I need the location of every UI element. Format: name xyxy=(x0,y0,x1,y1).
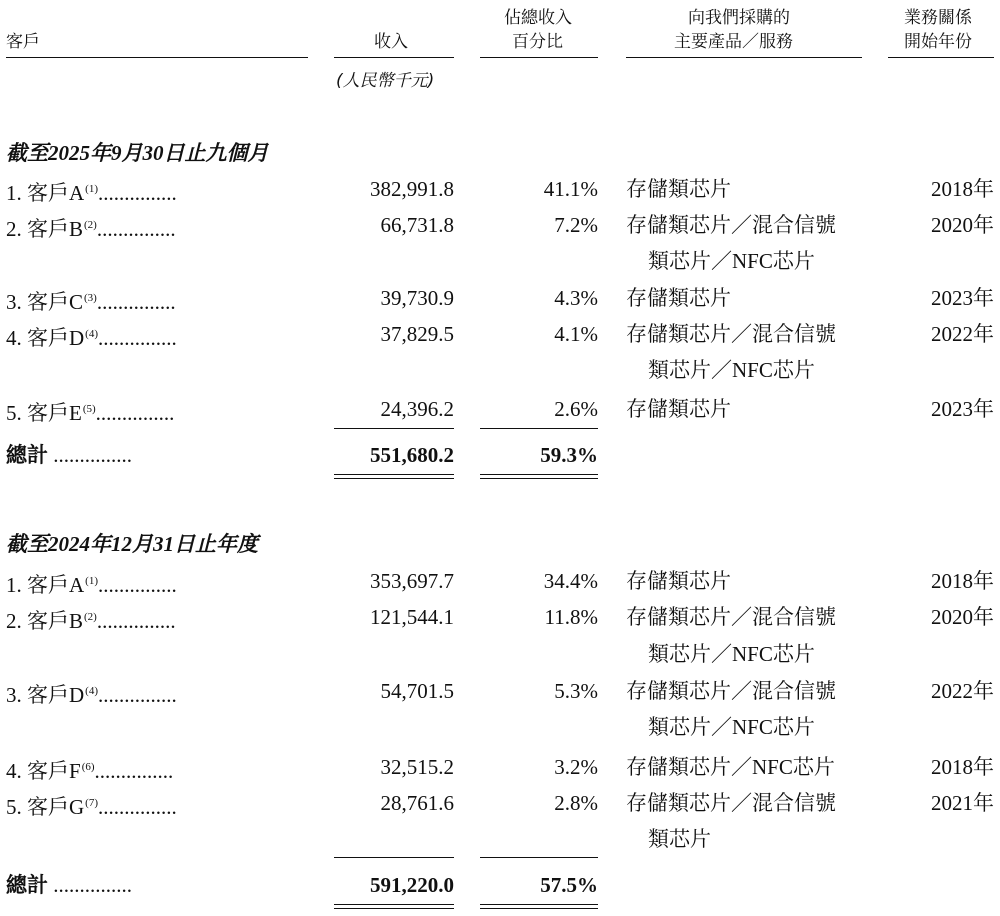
pct-cell: 5.3% xyxy=(554,679,598,703)
header-rule-customer xyxy=(6,57,308,58)
product-cell: 存儲類芯片／NFC芯片 xyxy=(626,755,835,779)
total-pct: 57.5% xyxy=(540,873,598,897)
table-row-label: 1. 客戶$A^{(1)}$............... xyxy=(6,181,177,205)
revenue-cell: 24,396.2 xyxy=(380,397,454,421)
subtotal-rule-revenue xyxy=(334,857,454,858)
total-double-rule-pct-2 xyxy=(480,908,598,909)
year-cell: 2020年 xyxy=(931,213,994,237)
product-cell: 存儲類芯片／混合信號 xyxy=(626,213,836,237)
header-rule-year xyxy=(888,57,994,58)
revenue-cell: 382,991.8 xyxy=(370,177,454,201)
header-pct-line1: 佔總收入 xyxy=(504,8,572,28)
product-cell: 存儲類芯片 xyxy=(626,569,731,593)
header-rule-pct xyxy=(480,57,598,58)
product-cell-cont: 類芯片 xyxy=(648,827,711,851)
header-year-line1: 業務關係 xyxy=(904,8,972,28)
revenue-cell: 37,829.5 xyxy=(380,322,454,346)
header-pct-line2: 百分比 xyxy=(512,32,563,52)
pct-cell: 11.8% xyxy=(544,605,598,629)
product-cell-cont: 類芯片／NFC芯片 xyxy=(648,642,815,666)
revenue-cell: 32,515.2 xyxy=(380,755,454,779)
total-double-rule-pct-2 xyxy=(480,478,598,479)
subtotal-rule-pct xyxy=(480,857,598,858)
pct-cell: 2.8% xyxy=(554,791,598,815)
header-rule-revenue xyxy=(334,57,454,58)
pct-cell: 4.1% xyxy=(554,322,598,346)
table-row-label: 3. 客戶$D^{(4)}$............... xyxy=(6,683,177,707)
total-double-rule-revenue-1 xyxy=(334,474,454,475)
revenue-cell: 39,730.9 xyxy=(380,286,454,310)
total-double-rule-pct-1 xyxy=(480,474,598,475)
header-revenue: 收入 xyxy=(374,32,408,52)
product-cell: 存儲類芯片／混合信號 xyxy=(626,605,836,629)
product-cell: 存儲類芯片／混合信號 xyxy=(626,791,836,815)
subtotal-rule-pct xyxy=(480,428,598,429)
total-label: 總計 ............... xyxy=(6,873,132,897)
product-cell-cont: 類芯片／NFC芯片 xyxy=(648,249,815,273)
total-pct: 59.3% xyxy=(540,443,598,467)
total-double-rule-revenue-1 xyxy=(334,904,454,905)
pct-cell: 41.1% xyxy=(543,177,598,201)
header-rule-products xyxy=(626,57,862,58)
pct-cell: 3.2% xyxy=(554,755,598,779)
year-cell: 2018年 xyxy=(931,569,994,593)
unit-label: (人民幣千元) xyxy=(336,71,435,91)
table-row-label: 2. 客戶$B^{(2)}$............... xyxy=(6,217,176,241)
pct-cell: 7.2% xyxy=(554,213,598,237)
total-double-rule-revenue-2 xyxy=(334,478,454,479)
revenue-cell: 353,697.7 xyxy=(370,569,454,593)
product-cell: 存儲類芯片／混合信號 xyxy=(626,322,836,346)
product-cell-cont: 類芯片／NFC芯片 xyxy=(648,358,815,382)
subtotal-rule-revenue xyxy=(334,428,454,429)
total-double-rule-revenue-2 xyxy=(334,908,454,909)
header-products-line2: 主要產品／服務 xyxy=(674,32,793,52)
section-title: 截至2024年12月31日止年度 xyxy=(6,532,258,556)
year-cell: 2022年 xyxy=(931,679,994,703)
year-cell: 2023年 xyxy=(931,397,994,421)
total-label: 總計 ............... xyxy=(6,443,132,467)
table-row-label: 4. 客戶$D^{(4)}$............... xyxy=(6,326,177,350)
table-row-label: 5. 客戶$G^{(7)}$............... xyxy=(6,795,177,819)
year-cell: 2018年 xyxy=(931,755,994,779)
product-cell: 存儲類芯片 xyxy=(626,286,731,310)
product-cell-cont: 類芯片／NFC芯片 xyxy=(648,715,815,739)
total-revenue: 551,680.2 xyxy=(370,443,454,467)
pct-cell: 4.3% xyxy=(554,286,598,310)
product-cell: 存儲類芯片／混合信號 xyxy=(626,679,836,703)
total-double-rule-pct-1 xyxy=(480,904,598,905)
year-cell: 2020年 xyxy=(931,605,994,629)
year-cell: 2022年 xyxy=(931,322,994,346)
year-cell: 2023年 xyxy=(931,286,994,310)
table-row-label: 1. 客戶$A^{(1)}$............... xyxy=(6,573,177,597)
section-title: 截至2025年9月30日止九個月 xyxy=(6,141,269,165)
table-row-label: 3. 客戶$C^{(3)}$............... xyxy=(6,290,176,314)
table-row-label: 4. 客戶$F^{(6)}$............... xyxy=(6,759,174,783)
year-cell: 2018年 xyxy=(931,177,994,201)
year-cell: 2021年 xyxy=(931,791,994,815)
revenue-cell: 28,761.6 xyxy=(380,791,454,815)
product-cell: 存儲類芯片 xyxy=(626,177,731,201)
header-customer: 客戶 xyxy=(6,32,40,52)
header-products-line1: 向我們採購的 xyxy=(688,8,790,28)
pct-cell: 34.4% xyxy=(543,569,598,593)
total-revenue: 591,220.0 xyxy=(370,873,454,897)
header-year-line2: 開始年份 xyxy=(904,32,972,52)
revenue-cell: 121,544.1 xyxy=(370,605,454,629)
revenue-cell: 54,701.5 xyxy=(380,679,454,703)
pct-cell: 2.6% xyxy=(554,397,598,421)
table-row-label: 2. 客戶$B^{(2)}$............... xyxy=(6,609,176,633)
revenue-cell: 66,731.8 xyxy=(380,213,454,237)
product-cell: 存儲類芯片 xyxy=(626,397,731,421)
table-row-label: 5. 客戶$E^{(5)}$............... xyxy=(6,401,175,425)
